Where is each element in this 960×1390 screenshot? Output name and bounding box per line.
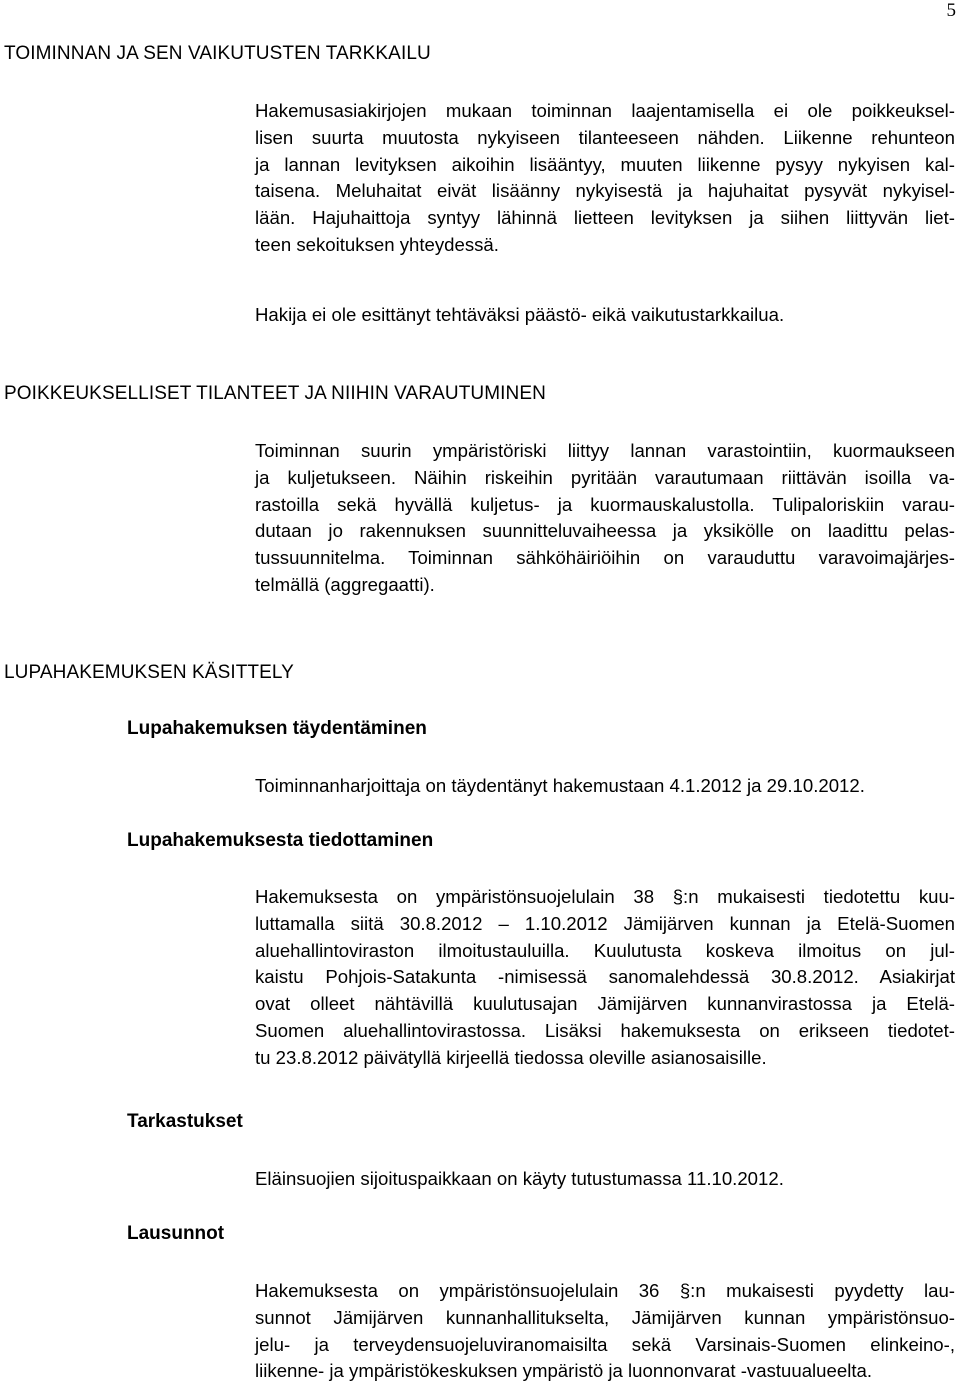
- text-line: liikenne- ja ympäristökeskuksen ympäristö ja luonnonvarat -vastuualueelta.: [255, 1360, 873, 1382]
- text-line: dutaan jo rakennuksen suunnitteluvaiheessa ja yksikölle on laadittu pelas-: [255, 520, 955, 542]
- section-title-processing: LUPAHAKEMUKSEN KÄSITTELY: [4, 662, 294, 683]
- text-line: Eläinsuojien sijoituspaikkaan on käyty tutustumassa 11.10.2012.: [255, 1168, 784, 1189]
- text-line: tussuunnitelma. Toiminnan sähköhäiriöihin on varauduttu varavoimajärjes-: [255, 547, 955, 569]
- subheading-supplement: Lupahakemuksen täydentäminen: [127, 718, 427, 739]
- text-line: taisena. Meluhaitat eivät lisäänny nykyisestä ja hajuhaitat pysyvät nykyisel-: [255, 180, 955, 202]
- text-line: ja kuljetukseen. Näihin riskeihin pyritään varautumaan riittävän isoilla va-: [255, 466, 955, 488]
- text-line: Suomen aluehallintovirastossa. Lisäksi hakemuksesta on erikseen tiedotet-: [255, 1019, 955, 1041]
- text-line: Hakemuksesta on ympäristönsuojelulain 36 §:n mukaisesti pyydetty lau-: [255, 1280, 955, 1301]
- section-title-exceptional: POIKKEUKSELLISET TILANTEET JA NIIHIN VARAUTUMINEN: [4, 383, 546, 404]
- text-line: telmällä (aggregaatti).: [255, 573, 435, 595]
- text-line: tu 23.8.2012 päivätyllä kirjeellä tiedossa oleville asianosaisille.: [255, 1046, 767, 1068]
- text-line: Hakija ei ole esittänyt tehtäväksi päästö- eikä vaikutustarkkailua.: [255, 304, 785, 325]
- text-line: lisen suurta muutosta nykyiseen tilanteeseen nähden. Liikenne rehunteon: [255, 126, 955, 148]
- text-line: lään. Hajuhaittoja syntyy lähinnä lietteen levityksen ja siihen liittyvän liet-: [255, 207, 955, 229]
- subheading-statements: Lausunnot: [127, 1223, 225, 1244]
- text-line: ja lannan levityksen aikoihin lisääntyy, muuten liikenne pysyy nykyisen kal-: [255, 153, 955, 175]
- text-line: Toiminnan suurin ympäristöriski liittyy lannan varastointiin, kuormaukseen: [255, 440, 955, 461]
- text-line: ovat olleet nähtävillä kuulutusajan Jämijärven kunnanvirastossa ja Etelä-: [255, 993, 955, 1015]
- text-line: jelu- ja terveydensuojeluviranomaisilta sekä Varsinais-Suomen elinkeino-,: [255, 1333, 955, 1355]
- paragraph-supplement: [255, 773, 955, 800]
- paragraph-statements: [255, 1278, 955, 1385]
- subheading-inspections: Tarkastukset: [127, 1111, 243, 1132]
- text-line: Toiminnanharjoittaja on täydentänyt hakemustaan 4.1.2012 ja 29.10.2012.: [255, 775, 865, 796]
- section-title-monitoring: TOIMINNAN JA SEN VAIKUTUSTEN TARKKAILU: [4, 43, 431, 64]
- text-line: kaistu Pohjois-Satakunta -nimisessä sanomalehdessä 30.8.2012. Asiakirjat: [255, 966, 955, 988]
- paragraph-notification: [255, 884, 955, 1072]
- text-line: luttamalla siitä 30.8.2012 – 1.10.2012 Jämijärven kunnan ja Etelä-Suomen: [255, 912, 955, 934]
- text-line: teen sekoituksen yhteydessä.: [255, 233, 499, 255]
- paragraph-monitoring-statement: [255, 302, 955, 329]
- page-number: 5: [946, 0, 956, 21]
- text-line: aluehallintoviraston ilmoitustauluilla. Kuulutusta koskeva ilmoitus on jul-: [255, 939, 955, 961]
- text-line: Hakemusasiakirjojen mukaan toiminnan laajentamisella ei ole poikkeuksel-: [255, 100, 955, 121]
- text-line: rastoilla sekä hyvällä kuljetus- ja kuormauskalustolla. Tulipaloriskiin varau-: [255, 493, 955, 515]
- paragraph-exceptional: [255, 438, 955, 599]
- paragraph-monitoring-impacts: [255, 98, 955, 259]
- text-line: sunnot Jämijärven kunnanhallitukselta, Jämijärven kunnan ympäristönsuo-: [255, 1306, 955, 1328]
- text-line: Hakemuksesta on ympäristönsuojelulain 38 §:n mukaisesti tiedotettu kuu-: [255, 886, 955, 907]
- paragraph-inspections: [255, 1166, 955, 1193]
- subheading-notification: Lupahakemuksesta tiedottaminen: [127, 830, 434, 851]
